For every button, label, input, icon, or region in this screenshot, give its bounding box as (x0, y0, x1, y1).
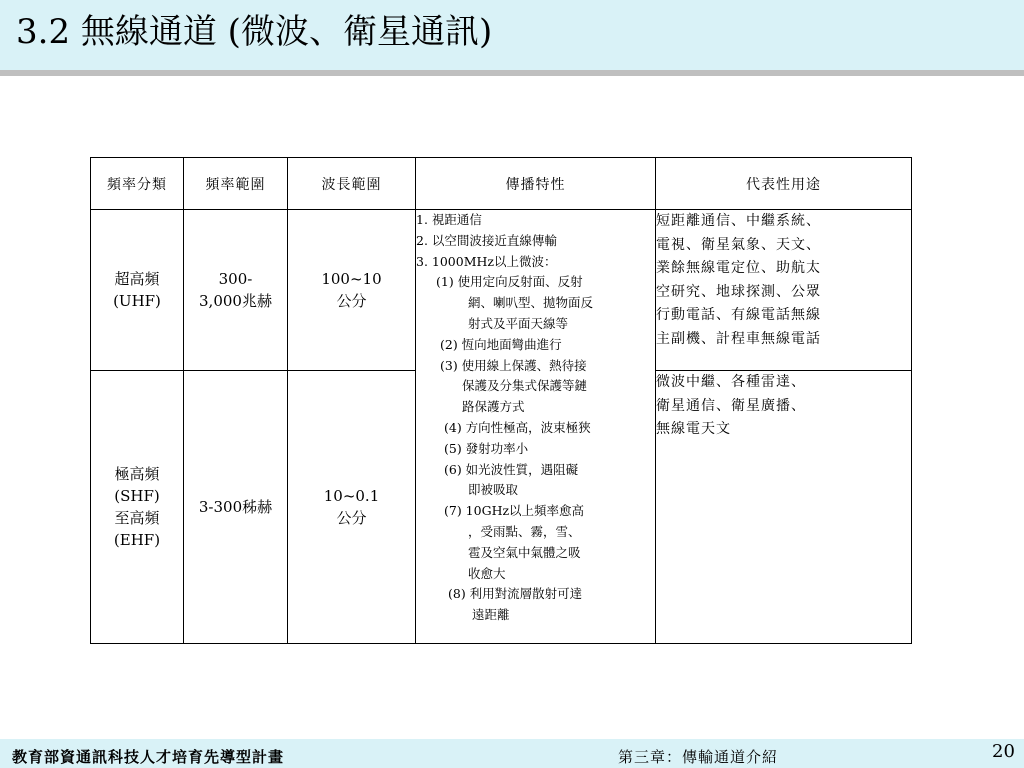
property-line: (8) 利用對流層散射可達 (448, 586, 583, 602)
property-line: 雹及空氣中氣體之吸 (468, 544, 581, 560)
cell-uses-shf-ehf (656, 371, 912, 644)
footer-chapter: 第三章：傳輸通道介紹 (618, 748, 779, 766)
header-propagation: 傳播特性 (416, 158, 656, 210)
table-header-row (91, 158, 912, 210)
use-line: 衛星通信、衛星廣播、 (656, 397, 806, 414)
property-line: 即被吸取 (468, 482, 519, 498)
title-divider (0, 70, 1024, 76)
property-line: (6) 如光波性質，遇阻礙 (444, 461, 579, 477)
cell-line: (UHF) (113, 292, 161, 310)
cell-uses-uhf (656, 210, 912, 371)
cell-line: 至高頻 (114, 509, 160, 527)
cell-category-shf-ehf (91, 371, 184, 644)
property-line: 3. 1000MHz以上微波： (416, 253, 557, 269)
footer-program-name: 教育部資通訊科技人才培育先導型計畫 (12, 748, 285, 766)
property-line: 遠距離 (472, 607, 510, 623)
slide-title: 3.2 無線通道 (微波、衛星通訊) (16, 12, 493, 52)
page-number: 20 (992, 741, 1015, 762)
header-wavelength-range: 波長範圍 (288, 158, 416, 210)
property-line: 保護及分集式保護等鏈 (462, 378, 588, 394)
property-line: 收愈大 (468, 565, 506, 581)
use-line: 無線電天文 (656, 421, 731, 437)
cell-line: 公分 (336, 509, 367, 527)
property-line: (4) 方向性極高，波束極狹 (444, 419, 591, 435)
cell-line: 極高頻 (114, 465, 160, 483)
property-line: 射式及平面天線等 (468, 315, 569, 331)
header-typical-uses: 代表性用途 (656, 158, 912, 210)
table-row (91, 210, 912, 371)
property-line: (1) 使用定向反射面、反射 (436, 274, 583, 290)
cell-line: 300- (218, 270, 253, 288)
use-line: 空研究、地球探測、公眾 (656, 283, 821, 300)
use-line: 行動電話、有線電話無線 (656, 307, 821, 323)
cell-propagation (416, 210, 656, 644)
cell-freq-range-uhf (184, 210, 288, 371)
cell-line: 3,000兆赫 (199, 292, 272, 310)
cell-line: 3-300秭赫 (198, 498, 273, 516)
cell-line: 10~0.1 (323, 487, 380, 505)
header-frequency-class: 頻率分類 (91, 158, 184, 210)
property-line: (5) 發射功率小 (444, 440, 529, 456)
use-line: 短距離通信、中繼系統、 (656, 213, 821, 229)
cell-line: 公分 (336, 292, 367, 310)
cell-line: (SHF) (114, 487, 160, 505)
property-line: 網、喇叭型、拋物面反 (468, 295, 594, 311)
cell-line: (EHF) (113, 531, 161, 549)
header-frequency-range: 頻率範圍 (184, 158, 288, 210)
property-line: 路保護方式 (462, 399, 525, 415)
cell-category-uhf (91, 210, 184, 371)
property-line: (2) 恆向地面彎曲進行 (440, 336, 562, 352)
property-line: ，受雨點、霧，雪、 (468, 523, 581, 539)
use-line: 微波中繼、各種雷達、 (656, 374, 806, 390)
property-line: 2. 以空間波接近直線傳輸 (416, 232, 557, 248)
property-line: (7) 10GHz以上頻率愈高 (444, 503, 585, 519)
property-line: (3) 使用線上保護、熱待接 (440, 357, 587, 373)
frequency-table (90, 157, 912, 644)
cell-wavelength-shf-ehf (288, 371, 416, 644)
use-line: 業餘無線電定位、助航太 (656, 260, 821, 276)
cell-line: 100~10 (321, 270, 382, 288)
use-line: 主副機、計程車無線電話 (656, 330, 821, 347)
use-line: 電視、衛星氣象、天文、 (656, 236, 821, 253)
cell-line: 超高頻 (114, 270, 160, 288)
cell-freq-range-shf-ehf (184, 371, 288, 644)
property-line: 1. 視距通信 (416, 212, 482, 227)
cell-wavelength-uhf (288, 210, 416, 371)
